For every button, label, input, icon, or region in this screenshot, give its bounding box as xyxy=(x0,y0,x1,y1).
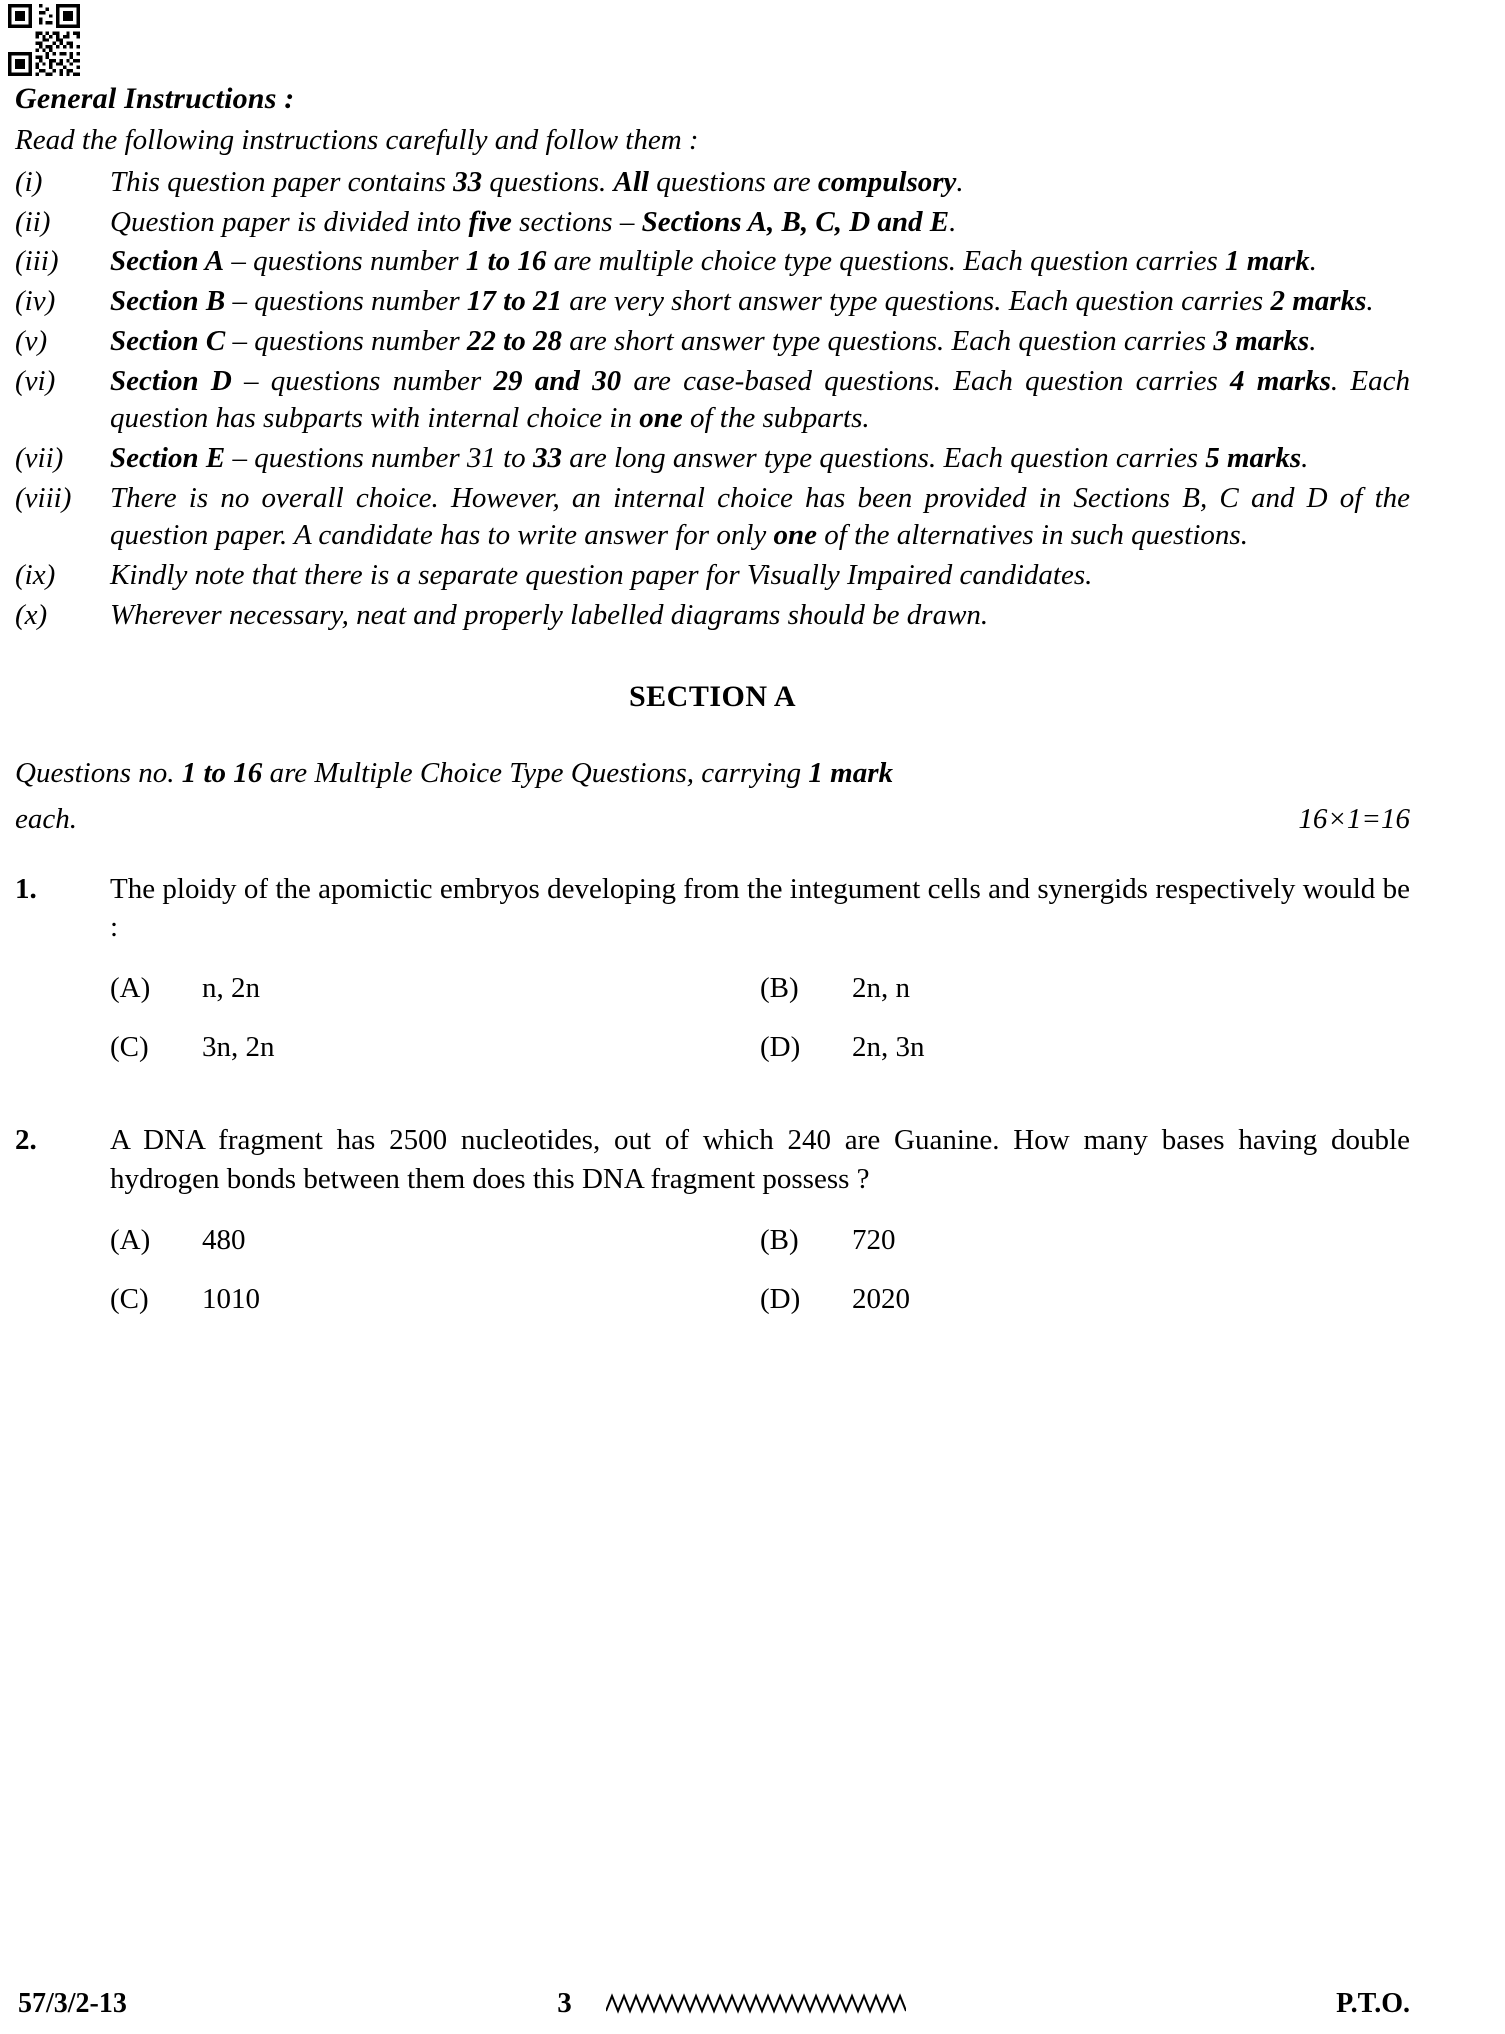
question-number: 2. xyxy=(15,1124,37,1157)
instruction-number: (iii) xyxy=(15,245,59,278)
option-value: 2n, 3n xyxy=(852,1031,925,1064)
instruction-item xyxy=(15,164,1410,202)
option-label: (A) xyxy=(110,1223,151,1256)
instruction-number: (vii) xyxy=(15,441,64,474)
instruction-item xyxy=(15,323,1410,361)
option-c[interactable] xyxy=(110,1280,760,1319)
instruction-text: There is no overall choice. However, an internal choice has been provided in Sections B, C and D of the question paper. A candidate has to write answer for only one of the alternatives in such questions. xyxy=(110,481,1410,552)
general-instructions-lead: Read the following instructions carefully and follow them : xyxy=(15,124,699,157)
option-b[interactable] xyxy=(760,969,1410,1008)
instruction-number: (ix) xyxy=(15,558,56,591)
paper-code: 57/3/2-13 xyxy=(18,1987,127,2019)
option-a[interactable] xyxy=(110,1221,760,1260)
question-options xyxy=(110,969,1410,1067)
section-heading: SECTION A xyxy=(628,680,797,714)
section-preamble-line-2 xyxy=(15,803,1410,836)
instruction-number: (ii) xyxy=(15,205,51,238)
instruction-item xyxy=(15,557,1410,595)
instruction-item xyxy=(15,440,1410,478)
option-value: n, 2n xyxy=(202,972,260,1005)
question-body xyxy=(110,870,1410,1087)
instruction-text: This question paper contains 33 questions. All questions are compulsory. xyxy=(110,166,964,199)
instruction-item xyxy=(15,243,1410,281)
option-d[interactable] xyxy=(760,1028,1410,1067)
question-options xyxy=(110,1221,1410,1319)
option-row xyxy=(110,1280,1410,1319)
option-label: (B) xyxy=(760,972,799,1005)
section-preamble-line-1: Questions no. 1 to 16 are Multiple Choice Type Questions, carrying 1 mark xyxy=(15,757,893,790)
instruction-item xyxy=(15,480,1410,555)
option-row xyxy=(110,1221,1410,1260)
option-value: 2020 xyxy=(852,1282,910,1315)
instruction-item xyxy=(15,597,1410,635)
instruction-text: Kindly note that there is a separate question paper for Visually Impaired candidates. xyxy=(110,558,1093,591)
option-label: (D) xyxy=(760,1282,801,1315)
option-a[interactable] xyxy=(110,969,760,1008)
section-preamble-each: each. xyxy=(15,802,77,835)
page-footer xyxy=(0,1987,1505,2020)
page-content xyxy=(10,0,1410,1338)
section-marks-note: 16×1=16 xyxy=(1298,802,1410,835)
instruction-text: Question paper is divided into five sections – Sections A, B, C, D and E. xyxy=(110,205,957,238)
page-number: 3 xyxy=(557,1987,572,2019)
instruction-text: Section D – questions number 29 and 30 are case-based questions. Each question carries 4 marks. Each question has subparts with internal choice in one of the subparts. xyxy=(110,364,1410,435)
option-value: 720 xyxy=(852,1223,896,1256)
option-value: 2n, n xyxy=(852,972,910,1005)
question-text: A DNA fragment has 2500 nucleotides, out of which 240 are Guanine. How many bases having double hydrogen bonds between them does this DNA fragment possess ? xyxy=(110,1124,1410,1195)
option-label: (B) xyxy=(760,1223,799,1256)
zigzag-divider xyxy=(606,1991,906,2017)
instruction-text: Section E – questions number 31 to 33 are long answer type questions. Each question carries 5 marks. xyxy=(110,441,1309,474)
instruction-item xyxy=(15,204,1410,242)
instruction-text: Section C – questions number 22 to 28 are short answer type questions. Each question carries 3 marks. xyxy=(110,324,1317,357)
question-text: The ploidy of the apomictic embryos developing from the integument cells and synergids respectively would be : xyxy=(110,872,1410,944)
question-number: 1. xyxy=(15,872,37,905)
instruction-number: (i) xyxy=(15,166,43,199)
instruction-item xyxy=(15,283,1410,321)
option-value: 1010 xyxy=(202,1282,260,1315)
question-body xyxy=(110,1121,1410,1338)
option-row xyxy=(110,969,1410,1008)
instruction-text: Section A – questions number 1 to 16 are multiple choice type questions. Each question carries 1 mark. xyxy=(110,245,1317,278)
instruction-number: (x) xyxy=(15,598,48,631)
footer-center xyxy=(127,1987,1336,2020)
option-label: (C) xyxy=(110,1282,149,1315)
instruction-number: (vi) xyxy=(15,364,56,397)
question-item xyxy=(15,870,1410,1087)
option-d[interactable] xyxy=(760,1280,1410,1319)
option-c[interactable] xyxy=(110,1028,760,1067)
instruction-item xyxy=(15,363,1410,438)
pto-label: P.T.O. xyxy=(1336,1987,1410,2019)
instruction-text: Section B – questions number 17 to 21 are very short answer type questions. Each question carries 2 marks. xyxy=(110,285,1374,318)
option-value: 3n, 2n xyxy=(202,1031,275,1064)
option-label: (C) xyxy=(110,1031,149,1064)
option-row xyxy=(110,1028,1410,1067)
general-instructions-title: General Instructions : xyxy=(15,82,295,115)
option-value: 480 xyxy=(202,1223,246,1256)
option-b[interactable] xyxy=(760,1221,1410,1260)
question-item xyxy=(15,1121,1410,1338)
option-label: (A) xyxy=(110,972,151,1005)
instruction-number: (iv) xyxy=(15,285,56,318)
qr-code-icon xyxy=(8,4,80,76)
instruction-number: (viii) xyxy=(15,481,72,514)
option-label: (D) xyxy=(760,1031,801,1064)
instruction-number: (v) xyxy=(15,324,48,357)
instruction-text: Wherever necessary, neat and properly labelled diagrams should be drawn. xyxy=(110,598,989,631)
